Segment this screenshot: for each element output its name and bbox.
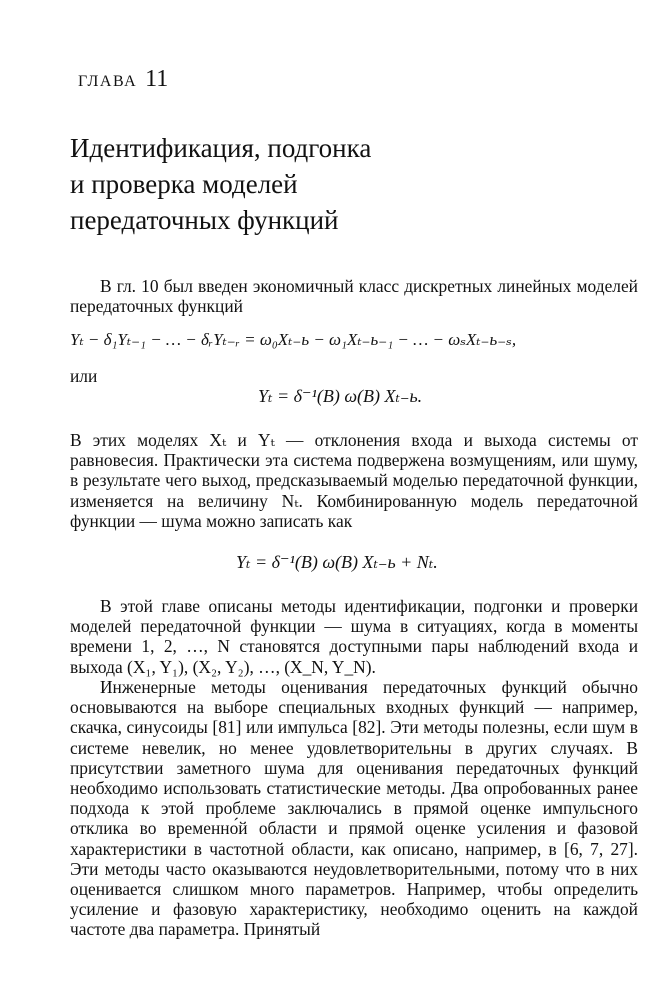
or-word: или [70, 366, 98, 386]
chapter-title [70, 130, 590, 238]
title-line-2: и проверка моделей [70, 169, 298, 199]
title-line-1: Идентификация, подгонка [70, 133, 372, 163]
paragraph-3 [70, 596, 638, 677]
intro-text: В гл. 10 был введен экономичный класс дискретных линейных моделей передаточных функций [70, 276, 638, 317]
paragraph-2: В этих моделях Xₜ и Yₜ — отклонения входа и выхода системы от равновесия. Практически эта система подвержена возмущениям, или шуму, в результате чего выход, предсказываемый моделью передаточной функции, изменяется на величину Nₜ. Комбинированную модель передаточной функции — шума можно записать как [70, 430, 638, 531]
chapter-number: 11 [145, 66, 169, 92]
intro-paragraph [70, 276, 638, 316]
chapter-label: ГЛАВА [78, 73, 138, 90]
chapter-heading [78, 66, 168, 93]
equation-2: Yₜ = δ⁻¹(B) ω(B) Xₜ₋ь. [258, 386, 423, 406]
title-line-3: передаточных функций [70, 205, 339, 235]
paragraph-3-text: В этой главе описаны методы идентификации, подгонки и проверки моделей передаточной функции — шума в ситуациях, когда в моменты времени 1, 2, …, N становятся доступными пары наблюдений входа и выхода (X₁, Y₁), (X₂, Y₂), …, (X_N, Y_N). [70, 596, 638, 677]
equation-3: Yₜ = δ⁻¹(B) ω(B) Xₜ₋ь + Nₜ. [236, 552, 438, 572]
equation-1: Yₜ − δ₁Yₜ₋₁ − … − δᵣYₜ₋ᵣ = ω₀Xₜ₋ь − ω₁Xₜ₋ь₋₁ − … − ωₛXₜ₋ь₋ₛ, [70, 330, 517, 349]
paragraph-4 [70, 677, 638, 940]
paragraph-4-text: Инженерные методы оценивания передаточных функций обычно основываются на выборе специальных входных функций — например, скачка, синусоиды [81] или импульса [82]. Эти методы полезны, если шум в системе невелик, но менее удовлетворительны в других случаях. В присутствии заметного шума для оценивания передаточных функций необходимо использовать статистические методы. Два опробованных ранее подхода к этой проблеме заключались в прямой оценке импульсного отклика во временно́й области и прямой оценке усиления и фазовой характеристики в частотной области, как описано, например, в [6, 7, 27]. Эти методы часто оказываются неудовлетворительными, потому что в них оценивается слишком много параметров. Например, чтобы определить усиление и фазовую характеристику, необходимо оценить на каждой частоте два параметра. Принятый [70, 677, 638, 940]
